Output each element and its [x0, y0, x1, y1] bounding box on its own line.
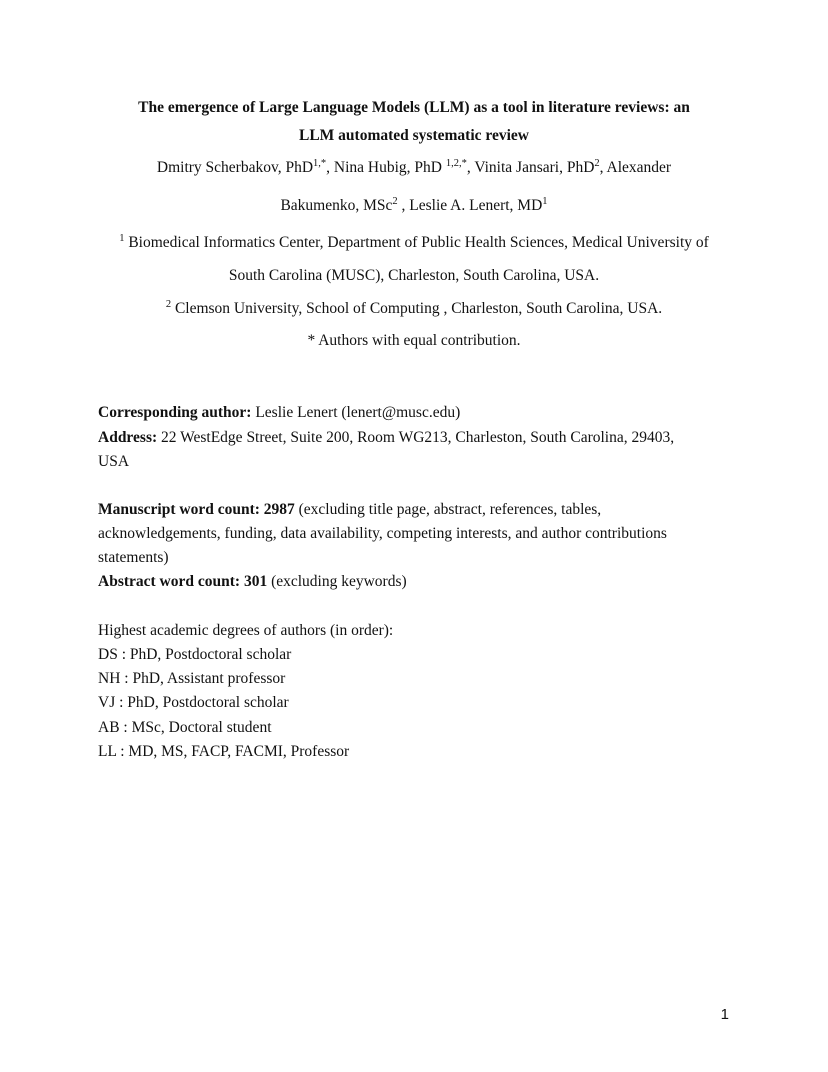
title-line-1: The emergence of Large Language Models (LLM) as a tool in literature reviews: an — [138, 99, 690, 116]
author-name: , Leslie A. Lenert, MD — [397, 197, 543, 214]
affiliation-number: 2 — [165, 299, 172, 310]
authors-line-1 — [0, 158, 828, 178]
abstract-word-count — [98, 572, 407, 592]
abstract-word-count-note: (excluding keywords) — [267, 573, 407, 590]
affiliation-text: Biomedical Informatics Center, Department of Public Health Sciences, Medical University of — [124, 234, 709, 251]
corresponding-author — [98, 403, 460, 423]
address-line-2: USA — [98, 453, 130, 470]
degree-item: LL : MD, MS, FACP, FACMI, Professor — [98, 743, 350, 760]
title-line-2: LLM automated systematic review — [298, 127, 529, 144]
degrees-heading: Highest academic degrees of authors (in order): — [98, 622, 394, 639]
page-number: 1 — [720, 1006, 729, 1023]
author-name: , Vinita Jansari, PhD — [466, 159, 595, 176]
authors-line-2 — [0, 196, 828, 216]
manuscript-word-count-label: Manuscript word count: 2987 — [98, 501, 295, 518]
affiliation-1-line-2: South Carolina (MUSC), Charleston, South Carolina, USA. — [228, 267, 600, 284]
affiliation-2 — [0, 299, 828, 319]
degree-item: VJ : PhD, Postdoctoral scholar — [98, 694, 289, 711]
author-affiliation-sup: 1,* — [313, 158, 327, 169]
corresponding-author-value: Leslie Lenert (lenert@musc.edu) — [251, 404, 461, 421]
author-name: Dmitry Scherbakov, PhD — [156, 159, 314, 176]
degree-item: AB : MSc, Doctoral student — [98, 719, 272, 736]
author-affiliation-sup: 2 — [594, 158, 600, 169]
address-line-1 — [98, 428, 674, 448]
manuscript-word-count-line-2: acknowledgements, funding, data availability, competing interests, and author contributions — [98, 525, 667, 542]
manuscript-word-count — [98, 500, 601, 520]
manuscript-word-count-note: (excluding title page, abstract, references, tables, — [294, 501, 602, 518]
address-value: 22 WestEdge Street, Suite 200, Room WG213, Charleston, South Carolina, 29403, — [157, 429, 675, 446]
affiliation-number: 1 — [119, 233, 125, 244]
abstract-word-count-label: Abstract word count: 301 — [98, 573, 268, 590]
author-name: Bakumenko, MSc — [280, 197, 393, 214]
author-affiliation-sup: 2 — [392, 196, 398, 207]
author-affiliation-sup: 1 — [542, 196, 548, 207]
address-label: Address: — [98, 429, 158, 446]
degree-item: DS : PhD, Postdoctoral scholar — [98, 646, 292, 663]
affiliation-text: Clemson University, School of Computing , Charleston, South Carolina, USA. — [171, 300, 663, 317]
corresponding-author-label: Corresponding author: — [98, 404, 252, 421]
affiliation-1-line-1 — [0, 233, 828, 253]
degree-item: NH : PhD, Assistant professor — [98, 670, 286, 687]
author-name: , Alexander — [599, 159, 672, 176]
author-name: , Nina Hubig, PhD — [326, 159, 446, 176]
author-affiliation-sup: 1,2,* — [445, 158, 467, 169]
equal-contribution-note: * Authors with equal contribution. — [307, 332, 521, 349]
manuscript-word-count-line-3: statements) — [98, 549, 169, 566]
